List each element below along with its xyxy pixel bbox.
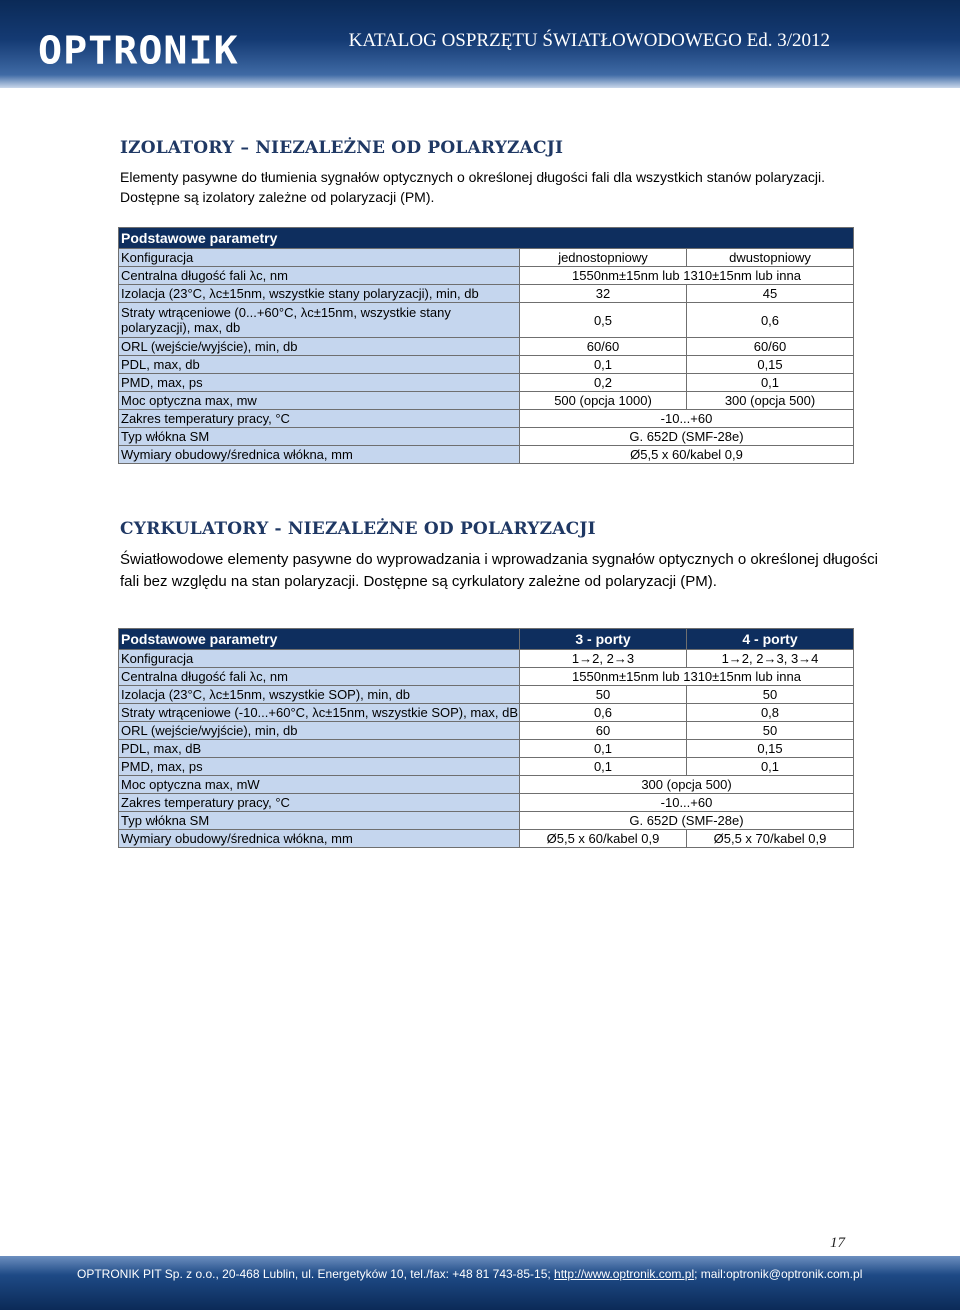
- isolators-description: [120, 167, 825, 207]
- row-label: Typ włókna SM: [119, 428, 520, 446]
- table-row: [119, 686, 854, 704]
- row-value: -10...+60: [520, 410, 854, 428]
- column-header-4-ports: 4 - porty: [687, 629, 854, 650]
- row-label: PDL, max, dB: [119, 740, 520, 758]
- isolators-description-line1: Elementy pasywne do tłumienia sygnałów optycznych o określonej długości fali dla wszystkich stanów polaryzacji.: [120, 169, 826, 185]
- table-row: [119, 794, 854, 812]
- row-label: ORL (wejście/wyjście), min, db: [119, 338, 520, 356]
- table-row: [119, 428, 854, 446]
- row-value: 0,1: [687, 758, 854, 776]
- header-band: [0, 0, 960, 88]
- table-row: [119, 776, 854, 794]
- page-number: 17: [830, 1235, 845, 1251]
- isolators-title: IZOLATORY – NIEZALEŻNE OD POLARYZACJI: [120, 138, 564, 158]
- table-row: [119, 249, 854, 267]
- row-value: 0,1: [520, 740, 687, 758]
- table-row: [119, 722, 854, 740]
- row-value: 0,15: [687, 740, 854, 758]
- circulators-description: [120, 549, 878, 593]
- table-row: [119, 392, 854, 410]
- circulators-title: CYRKULATORY - NIEZALEŻNE OD POLARYZACJI: [120, 519, 596, 539]
- table-row: [119, 356, 854, 374]
- row-label: Straty wtrąceniowe (-10...+60°C, λc±15nm, wszystkie SOP), max, dB: [119, 704, 520, 722]
- footer-contact: [77, 1267, 862, 1281]
- row-label: Centralna długość fali λc, nm: [119, 267, 520, 285]
- row-label: Wymiary obudowy/średnica włókna, mm: [119, 830, 520, 848]
- row-label: PMD, max, ps: [119, 374, 520, 392]
- row-value: 45: [687, 285, 854, 303]
- table-row: [119, 740, 854, 758]
- row-value: 0,1: [687, 374, 854, 392]
- circulators-description-line2: fali bez względu na stan polaryzacji. Dostępne są cyrkulatory zależne od polaryzacji (PM).: [120, 573, 717, 590]
- row-value: 1550nm±15nm lub 1310±15nm lub inna: [520, 267, 854, 285]
- table-row: [119, 446, 854, 464]
- column-header-3-ports: 3 - porty: [520, 629, 687, 650]
- row-label: Konfiguracja: [119, 249, 520, 267]
- row-value: 1550nm±15nm lub 1310±15nm lub inna: [520, 668, 854, 686]
- table-row: [119, 374, 854, 392]
- row-label: PDL, max, db: [119, 356, 520, 374]
- table-row: [119, 758, 854, 776]
- row-value: dwustopniowy: [687, 249, 854, 267]
- row-value: 60: [520, 722, 687, 740]
- row-value: 60/60: [687, 338, 854, 356]
- row-label: Izolacja (23°C, λc±15nm, wszystkie stany polaryzacji), min, db: [119, 285, 520, 303]
- row-value: 50: [520, 686, 687, 704]
- row-label: ORL (wejście/wyjście), min, db: [119, 722, 520, 740]
- row-label: Zakres temperatury pracy, °C: [119, 410, 520, 428]
- footer-mail: ; mail:optronik@optronik.com.pl: [694, 1267, 863, 1281]
- row-value: Ø5,5 x 60/kabel 0,9: [520, 830, 687, 848]
- table-header-cell: Podstawowe parametry: [119, 228, 854, 249]
- row-value: jednostopniowy: [520, 249, 687, 267]
- table-header-row: [119, 228, 854, 249]
- row-value: 1→2, 2→3: [520, 650, 687, 668]
- row-value: 50: [687, 686, 854, 704]
- row-label: PMD, max, ps: [119, 758, 520, 776]
- row-value: 0,15: [687, 356, 854, 374]
- row-label: Izolacja (23°C, λc±15nm, wszystkie SOP), min, db: [119, 686, 520, 704]
- row-label: Typ włókna SM: [119, 812, 520, 830]
- table-row: [119, 704, 854, 722]
- row-value: 300 (opcja 500): [687, 392, 854, 410]
- footer-band: [0, 1256, 960, 1310]
- row-value: 1→2, 2→3, 3→4: [687, 650, 854, 668]
- row-label: Konfiguracja: [119, 650, 520, 668]
- table-row: [119, 812, 854, 830]
- row-value: 60/60: [520, 338, 687, 356]
- isolators-description-line2: Dostępne są izolatory zależne od polaryzacji (PM).: [120, 189, 435, 205]
- isolators-parameters-table: [118, 227, 854, 464]
- circulators-parameters-table: [118, 628, 854, 848]
- table-header-cell: Podstawowe parametry: [119, 629, 520, 650]
- row-label: Wymiary obudowy/średnica włókna, mm: [119, 446, 520, 464]
- row-value: 0,8: [687, 704, 854, 722]
- table-row: [119, 668, 854, 686]
- row-label: Zakres temperatury pracy, °C: [119, 794, 520, 812]
- catalog-title: KATALOG OSPRZĘTU ŚWIATŁOWODOWEGO Ed. 3/2012: [348, 30, 830, 51]
- circulators-description-line1: Światłowodowe elementy pasywne do wyprowadzania i wprowadzania sygnałów optycznych o określonej długości: [120, 551, 878, 568]
- table-header-row: [119, 629, 854, 650]
- row-value: 0,2: [520, 374, 687, 392]
- footer-company: OPTRONIK PIT Sp. z o.o., 20-468 Lublin, ul. Energetyków 10, tel./fax: +48 81 743-85-15;: [77, 1267, 555, 1281]
- table-row: [119, 303, 854, 338]
- row-label: Straty wtrąceniowe (0...+60°C, λc±15nm, wszystkie stany polaryzacji), max, db: [119, 303, 520, 338]
- row-value: 0,6: [520, 704, 687, 722]
- row-value: 0,1: [520, 356, 687, 374]
- row-value: 0,6: [687, 303, 854, 338]
- row-value: G. 652D (SMF-28e): [520, 428, 854, 446]
- row-value: Ø5,5 x 60/kabel 0,9: [520, 446, 854, 464]
- table-row: [119, 830, 854, 848]
- row-value: 0,1: [520, 758, 687, 776]
- row-value: 300 (opcja 500): [520, 776, 854, 794]
- row-value: -10...+60: [520, 794, 854, 812]
- table-row: [119, 338, 854, 356]
- row-label: Moc optyczna max, mw: [119, 392, 520, 410]
- row-value: Ø5,5 x 70/kabel 0,9: [687, 830, 854, 848]
- row-value: 0,5: [520, 303, 687, 338]
- table-row: [119, 650, 854, 668]
- table-row: [119, 267, 854, 285]
- row-value: 500 (opcja 1000): [520, 392, 687, 410]
- table-row: [119, 285, 854, 303]
- row-value: 50: [687, 722, 854, 740]
- website-link[interactable]: http://www.optronik.com.pl: [554, 1267, 695, 1281]
- row-value: 32: [520, 285, 687, 303]
- company-logo: OPTRONIK: [38, 29, 239, 73]
- row-value: G. 652D (SMF-28e): [520, 812, 854, 830]
- row-label: Moc optyczna max, mW: [119, 776, 520, 794]
- table-row: [119, 410, 854, 428]
- row-label: Centralna długość fali λc, nm: [119, 668, 520, 686]
